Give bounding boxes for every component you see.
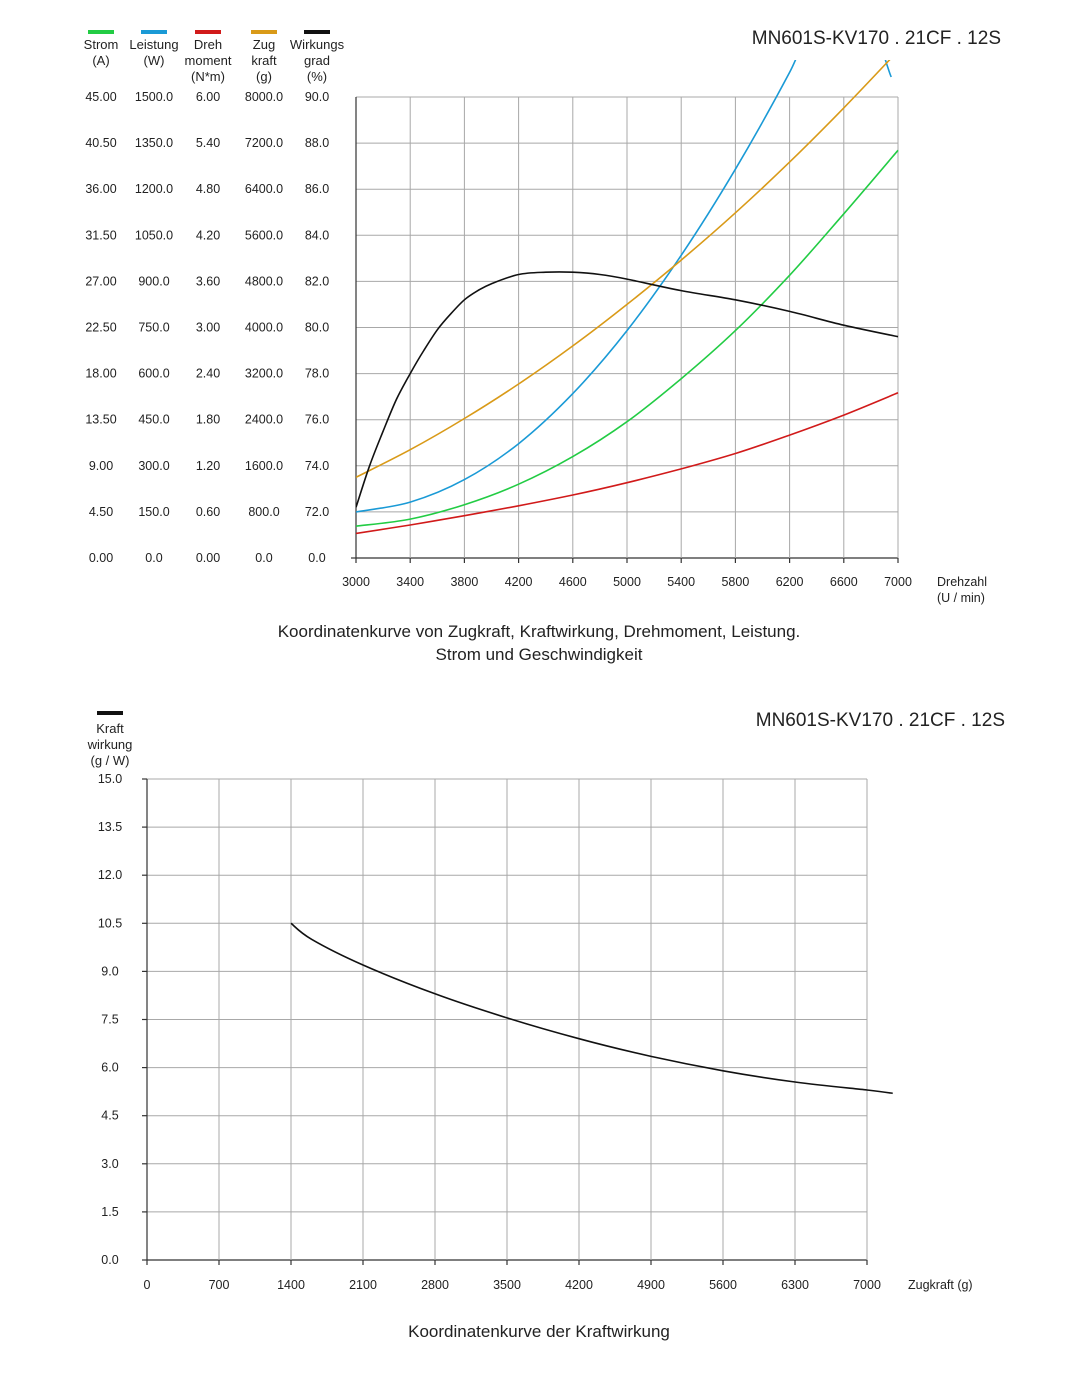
chart-2-y-tick-label: 10.5 [97, 916, 123, 931]
legend-label-wirkungsgrad: Wirkungs [289, 37, 345, 52]
chart-1-xlabel-line2: (U / min) [937, 591, 985, 605]
chart-2-y-tick-label: 13.5 [97, 820, 123, 835]
chart-1-x-tick-labels [342, 575, 912, 589]
chart-1-y-tick-label-zugkraft: 4000.0 [244, 320, 284, 335]
chart-1-y-tick-label-strom: 4.50 [88, 504, 114, 519]
chart-1-y-tick-label-drehmoment: 3.00 [195, 320, 221, 335]
legend-swatch-kraftwirkung [97, 711, 123, 715]
chart-2-x-tick-label: 4200 [565, 1278, 593, 1292]
chart-2-x-tick-label: 5600 [709, 1278, 737, 1292]
chart-1-y-tick-label-drehmoment: 1.20 [195, 458, 221, 473]
chart-1-y-tick-label-wirkungsgrad: 74.0 [304, 458, 330, 473]
legend-label-leistung: Leistung [129, 37, 179, 52]
chart-2-y-tick-label: 6.0 [101, 1060, 119, 1075]
chart-1 [84, 0, 1001, 664]
chart-1-grid [351, 97, 898, 563]
chart-1-y-tick-label-wirkungsgrad: 84.0 [304, 228, 330, 243]
chart-1-y-tick-label-leistung: 0.0 [145, 551, 163, 565]
chart-1-y-tick-label-drehmoment: 4.20 [195, 228, 221, 243]
chart-2-x-tick-label: 2800 [421, 1278, 449, 1292]
chart-1-y-tick-label-drehmoment: 6.00 [195, 90, 221, 104]
chart-2-x-tick-label: 2100 [349, 1278, 377, 1292]
chart-1-x-tick-label: 6600 [829, 575, 858, 589]
chart-1-y-tick-label-drehmoment: 0.60 [195, 504, 221, 519]
legend-swatch-drehmoment [195, 30, 221, 34]
chart-2-y-tick-label: 9.0 [101, 964, 119, 979]
chart-2 [87, 710, 1005, 1341]
chart-1-y-tick-label-zugkraft: 3200.0 [244, 366, 284, 381]
chart-1-x-tick-label: 5400 [667, 575, 696, 589]
chart-2-xlabel: Zugkraft (g) [908, 1278, 973, 1292]
chart-1-y-tick-label-drehmoment: 2.40 [195, 366, 221, 381]
legend-label-zugkraft: kraft [251, 53, 277, 68]
chart-2-grid [142, 779, 867, 1265]
chart-1-x-tick-label: 3000 [342, 575, 370, 589]
chart-1-y-tick-label-wirkungsgrad: 0.0 [308, 551, 326, 565]
chart-1-y-tick-label-leistung: 300.0 [138, 458, 170, 473]
chart-2-x-tick-label: 1400 [277, 1278, 305, 1292]
chart-1-x-tick-label: 7000 [884, 575, 912, 589]
chart-1-y-tick-label-strom: 36.00 [85, 182, 117, 197]
legend-label-drehmoment: (N*m) [191, 69, 225, 84]
chart-2-x-tick-label: 7000 [853, 1278, 881, 1292]
chart-1-y-tick-label-zugkraft: 6400.0 [244, 182, 284, 197]
chart-2-x-tick-label: 0 [143, 1278, 151, 1292]
legend-label-leistung: (W) [143, 53, 165, 68]
chart-1-y-tick-label-drehmoment: 5.40 [195, 136, 221, 151]
chart-1-y-tick-label-strom: 13.50 [85, 412, 117, 427]
chart-1-y-tick-label-strom: 27.00 [85, 274, 117, 289]
chart-1-y-tick-label-zugkraft: 5600.0 [244, 228, 284, 243]
chart-1-x-tick-label: 5000 [613, 575, 641, 589]
chart-1-x-tick-label: 6200 [775, 575, 804, 589]
chart-2-model-label: MN601S-KV170 . 21CF . 12S [755, 710, 1005, 731]
chart-1-legend [84, 30, 345, 84]
chart-1-y-tick-label-strom: 18.00 [85, 366, 117, 381]
chart-2-y-tick-label: 15.0 [97, 772, 123, 786]
chart-1-y-tick-label-leistung: 1350.0 [134, 136, 174, 151]
chart-2-caption: Koordinatenkurve der Kraftwirkung [408, 1322, 670, 1341]
legend-label-strom: Strom [83, 37, 119, 52]
chart-1-y-tick-label-wirkungsgrad: 72.0 [304, 504, 330, 519]
chart-2-x-tick-labels [144, 1278, 881, 1292]
chart-1-y-tick-label-leistung: 900.0 [138, 274, 170, 289]
chart-1-y-tick-label-strom: 22.50 [85, 320, 117, 335]
chart-1-x-tick-label: 3800 [450, 575, 479, 589]
chart-1-y-tick-label-drehmoment: 3.60 [195, 274, 221, 289]
legend-label-drehmoment: moment [184, 53, 232, 68]
chart-1-y-tick-label-wirkungsgrad: 80.0 [304, 320, 330, 335]
legend-label-zugkraft: Zug [252, 37, 276, 52]
chart-1-y-tick-label-leistung: 1500.0 [134, 90, 174, 104]
chart-1-x-tick-label: 4200 [504, 575, 533, 589]
chart-1-xlabel-line1: Drehzahl [937, 575, 988, 589]
chart-2-y-tick-label: 0.0 [101, 1253, 119, 1267]
chart-1-caption-line1: Koordinatenkurve von Zugkraft, Kraftwirkung, Drehmoment, Leistung. [277, 622, 801, 641]
chart-1-y-tick-label-strom: 9.00 [88, 458, 114, 473]
chart-1-y-tick-label-leistung: 1050.0 [134, 228, 174, 243]
chart-2-y-tick-labels [98, 772, 122, 1267]
chart-1-x-tick-label: 3400 [396, 575, 425, 589]
chart-1-y-tick-label-strom: 0.00 [88, 551, 114, 565]
chart-1-y-tick-label-wirkungsgrad: 78.0 [304, 366, 330, 381]
chart-1-y-tick-label-strom: 45.00 [85, 90, 117, 104]
legend-label-wirkungsgrad: (%) [306, 69, 328, 84]
chart-2-x-tick-label: 4900 [637, 1278, 665, 1292]
chart-1-y-tick-label-zugkraft: 7200.0 [244, 136, 284, 151]
chart-1-y-tick-label-leistung: 1200.0 [134, 182, 174, 197]
chart-2-y-tick-label: 7.5 [101, 1012, 119, 1027]
chart-2-x-tick-label: 700 [208, 1278, 230, 1292]
chart-1-y-tick-label-zugkraft: 1600.0 [244, 458, 284, 473]
chart-2-x-tick-label: 6300 [781, 1278, 809, 1292]
chart-1-y-tick-label-leistung: 600.0 [138, 366, 170, 381]
chart-2-x-tick-label: 3500 [493, 1278, 521, 1292]
legend-label-drehmoment: Dreh [193, 37, 223, 52]
chart-2-y-tick-label: 4.5 [101, 1108, 119, 1123]
legend-swatch-zugkraft [251, 30, 277, 34]
legend-label-zugkraft: (g) [256, 69, 272, 84]
chart-1-y-tick-label-wirkungsgrad: 88.0 [304, 136, 330, 151]
chart-2-y-tick-label: 3.0 [101, 1156, 119, 1171]
chart-1-y-tick-label-drehmoment: 1.80 [195, 412, 221, 427]
chart-1-y-tick-label-leistung: 750.0 [138, 320, 170, 335]
chart-1-y-tick-label-zugkraft: 800.0 [248, 504, 280, 519]
chart-1-y-tick-label-drehmoment: 4.80 [195, 182, 221, 197]
chart-1-y-tick-label-zugkraft: 2400.0 [244, 412, 284, 427]
chart-2-y-tick-label: 12.0 [97, 868, 123, 883]
chart-1-x-tick-label: 4600 [558, 575, 587, 589]
chart-1-y-tick-label-wirkungsgrad: 86.0 [304, 182, 330, 197]
chart-1-y-tick-label-zugkraft: 8000.0 [244, 90, 284, 104]
chart-1-x-tick-label: 5800 [721, 575, 750, 589]
chart-1-y-tick-label-wirkungsgrad: 76.0 [304, 412, 330, 427]
chart-1-y-tick-label-wirkungsgrad: 82.0 [304, 274, 330, 289]
legend-swatch-wirkungsgrad [304, 30, 330, 34]
legend-label-wirkungsgrad: grad [303, 53, 331, 68]
chart-2-ylabel-line: Kraft [96, 721, 124, 736]
chart-2-ylabel-line: (g / W) [90, 753, 130, 768]
chart-2-y-tick-label: 1.5 [101, 1204, 119, 1219]
chart-2-ylabel-line: wirkung [87, 737, 133, 752]
chart-1-y-tick-label-zugkraft: 0.0 [255, 551, 273, 565]
chart-1-y-tick-label-strom: 40.50 [85, 136, 117, 151]
legend-swatch-strom [88, 30, 114, 34]
chart-1-y-tick-label-leistung: 450.0 [138, 412, 170, 427]
chart-1-y-tick-label-zugkraft: 4800.0 [244, 274, 284, 289]
chart-1-y-tick-labels [85, 90, 329, 565]
chart-1-y-tick-label-drehmoment: 0.00 [195, 551, 221, 565]
chart-1-y-tick-label-strom: 31.50 [85, 228, 117, 243]
legend-swatch-leistung [141, 30, 167, 34]
chart-1-model-label: MN601S-KV170 . 21CF . 12S [751, 28, 1001, 49]
chart-2-legend [87, 711, 133, 768]
chart-1-y-tick-label-wirkungsgrad: 90.0 [304, 90, 330, 104]
chart-1-caption-line2: Strom und Geschwindigkeit [435, 645, 643, 664]
legend-label-strom: (A) [92, 53, 110, 68]
chart-1-y-tick-label-leistung: 150.0 [138, 504, 170, 519]
